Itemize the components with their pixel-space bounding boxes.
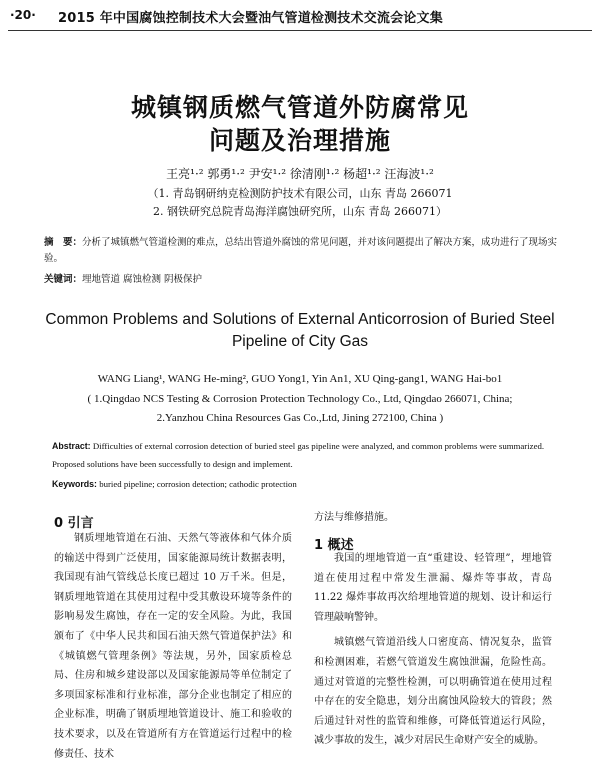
abstract-zh-text: 分析了城镇燃气管道检测的难点，总结出管道外腐蚀的常见问题，并对该问题提出了解决方案，成功进行了现场实验。 xyxy=(44,237,558,264)
abstract-en-label: Abstract: xyxy=(52,441,91,451)
keywords-zh-label: 关键词： xyxy=(44,274,83,285)
affiliation-zh-2: 2. 钢铁研究总院青岛海洋腐蚀研究所，山东 青岛 266071） xyxy=(153,205,447,218)
section-1-paragraph-2: 城镇燃气管道沿线人口密度高、情况复杂，监管和检测困难，若燃气管道发生腐蚀泄漏，危险性高。通过对管道的完整性检测，可以明确管道在使用过程中存在的安全隐患，划分出腐蚀风险较大的管段；然后通过针对性的监管和维修，可降低管道运行风险，减少事故的发生，减少对居民生命财产安全的威胁。 xyxy=(314,637,552,747)
section-1-heading: 1 概述 xyxy=(314,538,354,553)
title-en-line2: Pipeline of City Gas xyxy=(231,333,369,350)
affiliation-en-1: ( 1.Qingdao NCS Testing & Corrosion Protection Technology Co., Ltd, Qingdao 266071, China; xyxy=(87,393,513,405)
keywords-zh xyxy=(44,272,564,288)
left-column xyxy=(54,529,292,764)
keywords-en xyxy=(52,475,558,493)
abstract-zh-label: 摘 要： xyxy=(44,237,83,248)
right-column-continuation xyxy=(314,508,552,528)
title-en-line1: Common Problems and Solutions of External Anticorrosion of Buried Steel xyxy=(45,311,555,328)
title-zh-line1: 城镇钢质燃气管道外防腐常见 xyxy=(130,93,469,122)
page-number: ·20· xyxy=(10,8,36,22)
authors-en: WANG Liang¹, WANG He-ming², GUO Yong1, Yin An1, XU Qing-gang1, WANG Hai-bo1 xyxy=(97,373,503,385)
authors-zh: 王亮¹·² 郭勇¹·² 尹安¹·² 徐清刚¹·² 杨超¹·² 汪海波¹·² xyxy=(166,167,434,181)
keywords-zh-text: 埋地管道 腐蚀检测 阴极保护 xyxy=(82,274,203,285)
affiliation-zh-1: （1. 青岛钢研纳克检测防护技术有限公司，山东 青岛 266071 xyxy=(147,187,453,200)
abstract-zh xyxy=(44,235,564,267)
abstract-en-text: Difficulties of external corrosion detection of buried steel gas pipeline were analyzed, and common problems were summarized. Proposed solutions have been successfully to design and implement. xyxy=(52,441,545,469)
section-0-paragraph: 钢质埋地管道在石油、天然气等液体和气体介质的输送中得到广泛使用，国家能源局统计数据表明，我国现有油气管线总长度已超过 10 万千米。但是，钢质埋地管道在其使用过程中受其敷设环境等条件的影响易发生腐蚀，存在一定的安全风险。为此，我国颁布了《中华人民共和国石油天然气管道保护法》和《城镇燃气管理条例》等法规，另外，国家质检总局、住房和城乡建设部以及国家能源局等单位制定了多项国家标准和行业标准，部分企业也制定了相应的企业标准，明确了钢质埋地管道设计、施工和验收的技术要求，以及在管道所有方在管道运行过程中的检修责任、技术 xyxy=(54,533,292,760)
continuation-text: 方法与维修措施。 xyxy=(314,512,394,523)
section-1-paragraph-1: 我国的埋地管道一直“重建设、轻管理”，埋地管道在使用过程中常发生泄漏、爆炸等事故，青岛11.22 爆炸事故再次给埋地管道的规划、设计和运行管理敲响警钟。 xyxy=(314,553,552,623)
section-0-heading: 0 引言 xyxy=(54,516,94,531)
right-column xyxy=(314,549,552,751)
keywords-en-text: buried pipeline; corrosion detection; cathodic protection xyxy=(99,479,297,489)
title-zh-line2: 问题及治理措施 xyxy=(208,126,391,155)
abstract-en xyxy=(52,437,558,473)
affiliation-en-2: 2.Yanzhou China Resources Gas Co.,Ltd, Jining 272100, China ) xyxy=(156,412,444,424)
keywords-en-label: Keywords: xyxy=(52,479,97,489)
running-title: 2015 年中国腐蚀控制技术大会暨油气管道检测技术交流会论文集 xyxy=(58,11,443,26)
